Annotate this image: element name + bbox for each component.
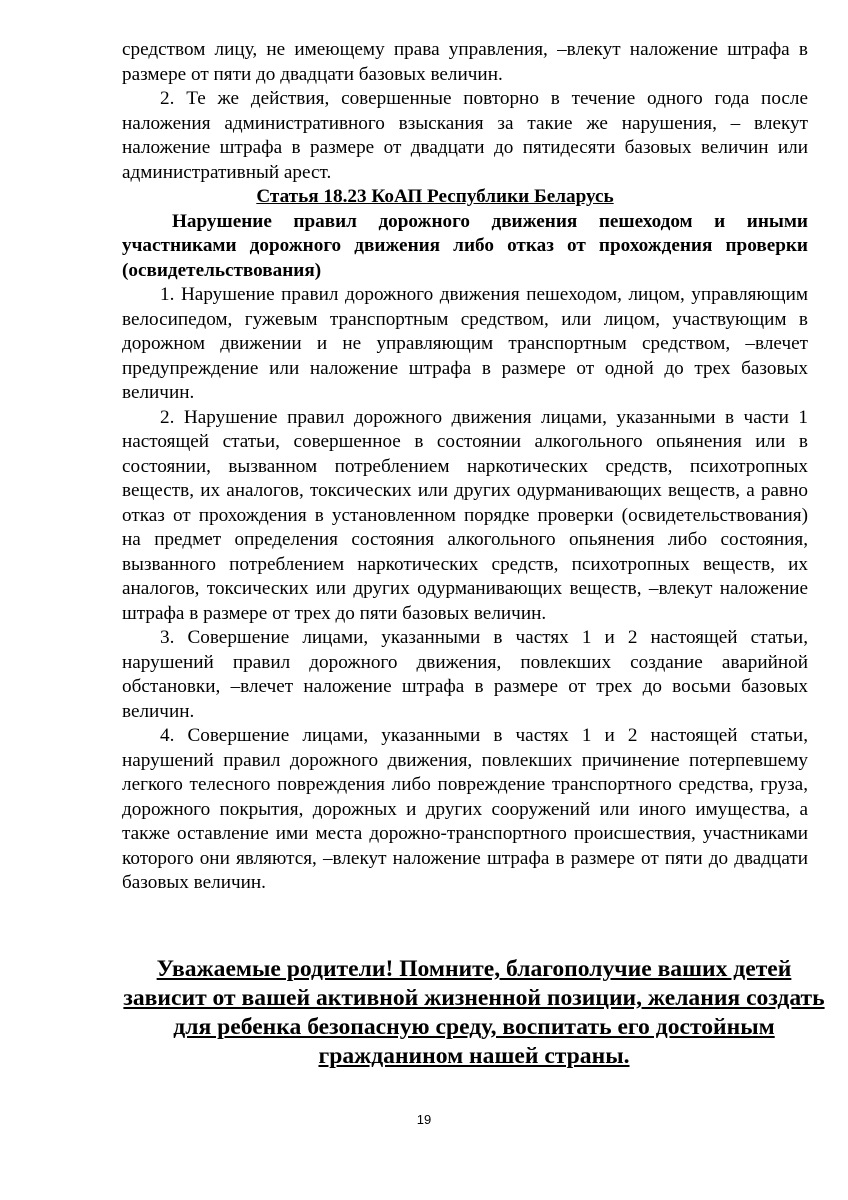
article-title: Статья 18.23 КоАП Республики Беларусь [256,186,614,207]
article-part-2: 2. Нарушение правил дорожного движения лицами, указанными в части 1 настоящей статьи, совершенное в состоянии алкогольного опьянения или в состоянии, вызванном потреблением наркотических средств, психотропных веществ, их аналогов, токсических или других одурманивающих веществ, а равно отказ от прохождения в установленном порядке проверки (освидетельствования) на предмет определения состояния алкогольного опьянения либо состояния, вызванного потреблением наркотических средств, психотропных веществ, их аналогов, токсических или других одурманивающих веществ, –влекут наложение штрафа в размере от трех до пяти базовых величин. [122,406,808,624]
paragraph-continuation: средством лицу, не имеющему права управления, –влекут наложение штрафа в размере от пяти до двадцати базовых величин. [122,39,808,85]
page-number: 19 [416,1112,432,1127]
article-heading: Нарушение правил дорожного движения пешеходом и иными участниками дорожного движения либо отказ от прохождения проверки (освидетельствования) [122,210,808,281]
article-part-1: 1. Нарушение правил дорожного движения пешеходом, лицом, управляющим велосипедом, гужевым транспортным средством, или лицом, участвующим в дорожном движении и не управляющим транспортным средством, –влечет предупреждение или наложение штрафа в размере от одной до трех базовых величин. [122,284,808,403]
article-part-3: 3. Совершение лицами, указанными в частях 1 и 2 настоящей статьи, нарушений правил дорожного движения, повлекших создание аварийной обстановки, –влечет наложение штрафа в размере от трех до восьми базовых величин. [122,627,808,722]
parents-appeal: Уважаемые родители! Помните, благополучие ваших детей зависит от вашей активной жизненной позиции, желания создать для ребенка безопасную среду, воспитать его достойным гражданином нашей страны. [123,956,825,1069]
paragraph-part-2-repeat: 2. Те же действия, совершенные повторно в течение одного года после наложения административного взыскания за такие же нарушения, – влекут наложение штрафа в размере от двадцати до пятидесяти базовых величин или административный арест. [122,88,808,183]
body-text [122,38,808,896]
article-part-4: 4. Совершение лицами, указанными в частях 1 и 2 настоящей статьи, нарушений правил дорожного движения, повлекших причинение потерпевшему легкого телесного повреждения либо повреждение транспортного средства, груза, дорожного покрытия, дорожных и других сооружений или иного имущества, а также оставление ими места дорожно-транспортного происшествия, участниками которого они являются, –влекут наложение штрафа в размере от пяти до двадцати базовых величин. [122,725,808,893]
